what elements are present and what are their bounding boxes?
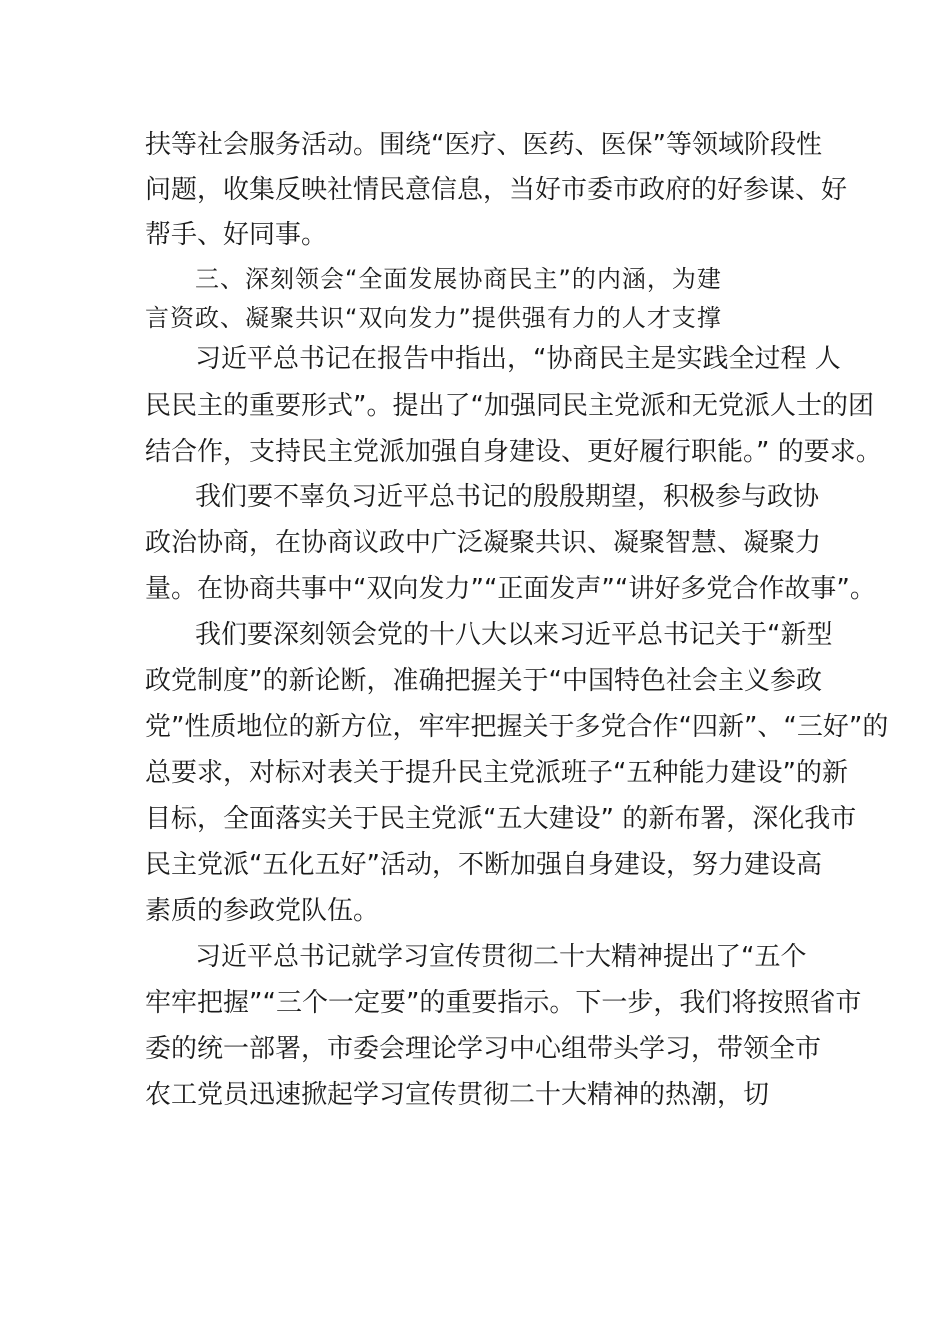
text-line: 量。在协商共事中“双向发力”“正面发声”“讲好多党合作故事”。 <box>145 574 876 604</box>
text-line: 结合作，支持民主党派加强自身建设、更好履行职能。” 的要求。 <box>145 437 882 467</box>
text-line: 扶等社会服务活动。围绕“医疗、医药、医保”等领域阶段性 <box>145 130 822 160</box>
text-line: 习近平总书记就学习宣传贯彻二十大精神提出了“五个 <box>195 942 807 972</box>
text-line: 问题，收集反映社情民意信息，当好市委市政府的好参谋、好 <box>145 175 848 205</box>
text-line: 政治协商，在协商议政中广泛凝聚共识、凝聚智慧、凝聚力 <box>145 528 822 558</box>
text-line: 党”性质地位的新方位，牢牢把握关于多党合作“四新”、“三好”的 <box>145 712 889 742</box>
text-line: 我们要不辜负习近平总书记的殷殷期望，积极参与政协 <box>195 482 820 512</box>
text-line: 民民主的重要形式”。提出了“加强同民主党派和无党派人士的团 <box>145 391 874 421</box>
text-line: 民主党派“五化五好”活动，不断加强自身建设，努力建设高 <box>145 850 822 880</box>
text-line: 素质的参政党队伍。 <box>145 896 380 926</box>
section-heading-line: 言资政、凝聚共识“双向发力”提供强有力的人才支撑 <box>145 304 722 332</box>
text-line: 委的统一部署，市委会理论学习中心组带头学习，带领全市 <box>145 1034 822 1064</box>
text-line: 总要求，对标对表关于提升民主党派班子“五种能力建设”的新 <box>145 758 848 788</box>
text-line: 农工党员迅速掀起学习宣传贯彻二十大精神的热潮，切 <box>145 1080 770 1110</box>
text-line: 我们要深刻领会党的十八大以来习近平总书记关于“新型 <box>195 620 833 650</box>
text-line: 习近平总书记在报告中指出，“协商民主是实践全过程 人 <box>195 344 841 374</box>
section-heading-line: 三、深刻领会“全面发展协商民主”的内涵，为建 <box>195 265 722 293</box>
text-line: 帮手、好同事。 <box>145 220 328 250</box>
text-line: 牢牢把握”“三个一定要”的重要指示。下一步，我们将按照省市 <box>145 988 862 1018</box>
text-line: 政党制度”的新论断，准确把握关于“中国特色社会主义参政 <box>145 666 822 696</box>
text-line: 目标，全面落实关于民主党派“五大建设” 的新布署，深化我市 <box>145 804 857 834</box>
